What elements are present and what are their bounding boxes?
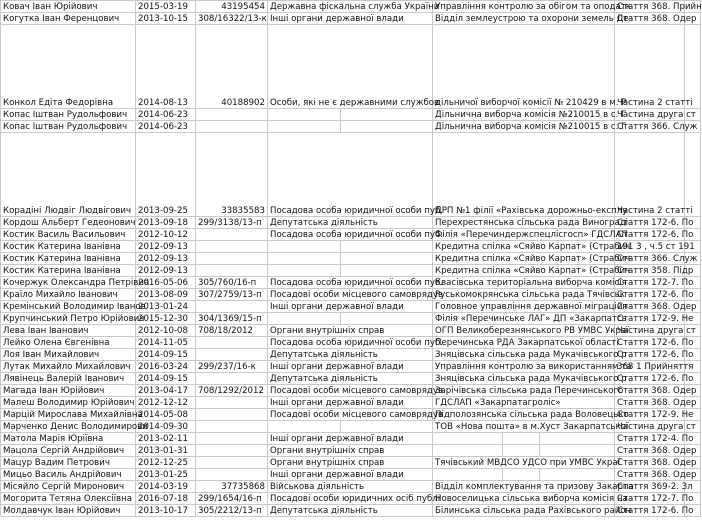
code-cell[interactable] [196, 397, 268, 409]
article-cell[interactable]: Стаття 172-6. По [615, 229, 685, 241]
name-cell[interactable]: Лева Іван Іванович [1, 325, 136, 337]
sector-cell[interactable]: Посадова особа юридичної особи пуб. [268, 133, 433, 217]
name-cell[interactable]: Костик Катерина Іванівна [1, 265, 136, 277]
table-row [1, 265, 701, 277]
article-cell[interactable]: Стаття 368. Прийн [615, 1, 685, 13]
org-cell[interactable]: Головное управління державної міграційн [433, 301, 615, 313]
article-cell[interactable]: Стаття 368. Одер [615, 301, 685, 313]
code-cell[interactable]: 305/2212/13-п [196, 505, 268, 517]
article-cell[interactable]: Стаття 358. Підр [615, 265, 685, 277]
date-cell[interactable]: 2013-10-17 [136, 505, 196, 517]
name-cell[interactable]: Марцій Мирослава Михайлівна [1, 409, 136, 421]
date-cell[interactable]: 2012-09-13 [136, 241, 196, 253]
name-cell[interactable]: Корадіні Людвіг Людвігович [1, 133, 136, 217]
org-cell[interactable]: ТОВ «Нова пошта» в м.Хуст Закарпатської [433, 421, 615, 433]
code-cell[interactable]: 308/16322/13-к [196, 13, 268, 25]
sector-cell[interactable]: Депутатська діяльність [268, 217, 433, 229]
table-row [1, 361, 701, 373]
table-row [1, 13, 701, 25]
table-row [1, 481, 701, 493]
date-cell[interactable]: 2012-10-08 [136, 325, 196, 337]
sector-cell[interactable]: Посадові особи місцевого самоврядув [268, 409, 433, 421]
name-cell[interactable]: Костик Василь Васильович [1, 229, 136, 241]
date-cell[interactable]: 2013-01-31 [136, 445, 196, 457]
date-cell[interactable]: 2014-06-23 [136, 121, 196, 133]
date-cell[interactable]: 2013-09-18 [136, 217, 196, 229]
code-cell[interactable] [196, 265, 268, 277]
article-cell[interactable]: Стаття 172-9. Не [615, 409, 685, 421]
org-cell[interactable]: дільничої виборчої комісії № 210429 в м. Р [433, 25, 615, 109]
date-cell[interactable]: 2014-09-30 [136, 421, 196, 433]
org-cell[interactable] [433, 433, 615, 445]
sector-cell[interactable] [268, 241, 433, 253]
code-cell[interactable] [196, 409, 268, 421]
article-cell[interactable]: Стаття 172-6. По [615, 337, 685, 349]
date-cell[interactable]: 2016-07-18 [136, 493, 196, 505]
org-cell[interactable]: Зарічівська сільська рада Перечинського [433, 385, 615, 397]
code-cell[interactable] [196, 421, 268, 433]
article-cell[interactable]: Стаття 172-7. По [615, 277, 685, 289]
code-cell[interactable] [196, 445, 268, 457]
org-cell[interactable]: Тячівський МВДСО УДСО при УМВС Украї [433, 457, 615, 469]
name-cell[interactable]: Матола Марія Юріївна [1, 433, 136, 445]
sector-cell[interactable]: Військова діяльність [268, 481, 433, 493]
code-cell[interactable] [196, 457, 268, 469]
date-cell[interactable]: 2014-03-19 [136, 481, 196, 493]
table-row [1, 433, 701, 445]
name-cell[interactable]: Кочержук Олександра Петрівна [1, 277, 136, 289]
extra-cell[interactable] [685, 133, 701, 217]
table-row [1, 457, 701, 469]
org-cell[interactable] [433, 445, 615, 457]
name-cell[interactable]: Могорита Тетяна Олексіївна [1, 493, 136, 505]
code-cell[interactable]: 40188902 [196, 25, 268, 109]
sector-cell[interactable]: Посадові особи місцевого самоврядув [268, 385, 433, 397]
sector-cell[interactable]: Органи внутрішніх справ [268, 457, 433, 469]
article-cell[interactable]: Частина друга ст [615, 109, 685, 121]
code-cell[interactable]: 33835583 [196, 133, 268, 217]
name-cell[interactable]: Лявінець Валерій Іванович [1, 373, 136, 385]
article-cell[interactable]: Стаття 368. Одер [615, 385, 685, 397]
table-row [1, 349, 701, 361]
name-cell[interactable]: Малеш Володимир Юрійович [1, 397, 136, 409]
article-cell[interactable]: 191 3 , ч.5 ст 191 [615, 241, 685, 253]
date-cell[interactable]: 2016-03-24 [136, 361, 196, 373]
table-row [1, 109, 701, 121]
code-cell[interactable] [196, 373, 268, 385]
article-cell[interactable]: Частина друга ст [615, 421, 685, 433]
name-cell[interactable]: Лоя Іван Михайлович [1, 349, 136, 361]
org-cell[interactable]: Квасівська територіальна виборча комісія [433, 277, 615, 289]
table-row [1, 325, 701, 337]
name-cell[interactable]: Лутак Михайло Михайлович [1, 361, 136, 373]
sector-cell[interactable]: Депутатська діяльність [268, 373, 433, 385]
date-cell[interactable]: 2014-11-05 [136, 337, 196, 349]
date-cell[interactable]: 2012-09-13 [136, 253, 196, 265]
name-cell[interactable]: Конкол Едіта Федорівна [1, 25, 136, 109]
name-cell[interactable]: Магада Іван Юрійович [1, 385, 136, 397]
article-cell[interactable]: Стаття 172-6. По [615, 505, 685, 517]
article-cell[interactable]: Стаття 172-9. Не [615, 313, 685, 325]
article-cell[interactable]: Стаття 172-6. По [615, 217, 685, 229]
name-cell[interactable]: Місяйло Сергій Миронович [1, 481, 136, 493]
org-cell[interactable]: Кредитна спілка «Сяйво Карпат» (Страбич [433, 241, 615, 253]
org-cell[interactable]: Філія «Перечиндержспецлісгосп» ГДСЛАП [433, 229, 615, 241]
name-cell[interactable]: Мацола Сергій Андрійович [1, 445, 136, 457]
org-cell[interactable]: Кредитна спілка «Сяйво Карпат» (Страбич [433, 265, 615, 277]
sector-cell[interactable]: Інші органи державної влади [268, 433, 433, 445]
code-cell[interactable] [196, 109, 268, 121]
org-cell[interactable]: Білинська сільська рада Рахівського район [433, 505, 615, 517]
sector-cell[interactable] [268, 313, 433, 325]
table-row [1, 229, 701, 241]
table-row [1, 253, 701, 265]
code-cell[interactable]: 708/1292/2012 [196, 385, 268, 397]
article-cell[interactable]: 368 1 Прийняття [615, 361, 685, 373]
date-cell[interactable]: 2012-09-13 [136, 265, 196, 277]
article-cell[interactable]: Стаття 366. Служ [615, 253, 685, 265]
code-cell[interactable] [196, 337, 268, 349]
article-cell[interactable]: Стаття 369-2. Зл [615, 481, 685, 493]
sector-cell[interactable]: Інші органи державної влади [268, 397, 433, 409]
sector-cell[interactable]: Посадова особа юридичної особи пуб. [268, 229, 433, 241]
name-cell[interactable]: Кордош Альберт Гедеонович [1, 217, 136, 229]
sector-cell[interactable]: Органи внутрішніх справ [268, 445, 433, 457]
org-cell[interactable]: Дільнична виборча комісія №210015 в с. Г [433, 109, 615, 121]
table-row [1, 409, 701, 421]
name-cell[interactable]: Лейко Олена Євгенівна [1, 337, 136, 349]
org-cell[interactable]: ДРП №1 філії «Рахівська дорожньо-експлу [433, 133, 615, 217]
article-cell[interactable]: Стаття 172-6. По [615, 289, 685, 301]
date-cell[interactable]: 2012-12-25 [136, 457, 196, 469]
name-cell[interactable]: Когутка Іван Ференцович [1, 13, 136, 25]
code-cell[interactable] [196, 253, 268, 265]
code-cell[interactable] [196, 349, 268, 361]
org-cell[interactable]: Зняцівська сільська рада Мукачівського р [433, 349, 615, 361]
table-row [1, 493, 701, 505]
code-cell[interactable] [196, 433, 268, 445]
code-cell[interactable]: 304/1369/15-п [196, 313, 268, 325]
sector-cell[interactable]: Інші органи державної влади [268, 13, 433, 25]
table-row [1, 133, 701, 217]
org-cell[interactable]: Відділ комплектування та призову Закарпа [433, 481, 615, 493]
code-cell[interactable]: 708/18/2012 [196, 325, 268, 337]
article-cell[interactable]: Стаття 368. Одер [615, 13, 685, 25]
sector-cell[interactable] [268, 421, 433, 433]
code-cell[interactable]: 305/760/16-п [196, 277, 268, 289]
article-cell[interactable]: Стаття 172-6. По [615, 349, 685, 361]
org-cell[interactable]: Відділ землеустрою та охорони земель Де [433, 13, 615, 25]
article-cell[interactable]: Стаття 172-7. По [615, 493, 685, 505]
extra-cell[interactable] [685, 25, 701, 109]
org-cell[interactable]: Перечинська РДА Закарпатської області [433, 337, 615, 349]
sector-cell[interactable]: Державна фіскальна служба України [268, 1, 433, 13]
table-row [1, 421, 701, 433]
org-cell[interactable]: ОГП Великоберезнянського РВ УМВС Украї [433, 325, 615, 337]
table-row [1, 121, 701, 133]
code-cell[interactable]: 299/1654/16-п [196, 493, 268, 505]
date-cell[interactable]: 2013-01-25 [136, 469, 196, 481]
table-row [1, 25, 701, 109]
org-cell[interactable]: Руськомокрянська сільська рада Тячівськ [433, 289, 615, 301]
name-cell[interactable]: Копас Іштван Рудольфович [1, 109, 136, 121]
date-cell[interactable]: 2014-09-15 [136, 349, 196, 361]
sector-cell[interactable]: Посадова особа юридичної особи пуб. [268, 337, 433, 349]
name-cell[interactable]: Молдавчук Іван Юрійович [1, 505, 136, 517]
article-cell[interactable]: Частина 2 статті [615, 133, 685, 217]
org-cell[interactable]: Управління контролю за обігом та оподатк [433, 1, 615, 13]
table-row [1, 217, 701, 229]
name-cell[interactable]: Ковач Іван Юрійович [1, 1, 136, 13]
code-cell[interactable]: 299/3138/13-п [196, 217, 268, 229]
sector-cell[interactable]: Особи, які не є державними службов [268, 25, 433, 109]
table-row [1, 289, 701, 301]
code-cell[interactable] [196, 469, 268, 481]
table-row [1, 469, 701, 481]
table-row [1, 385, 701, 397]
date-cell[interactable]: 2015-03-19 [136, 1, 196, 13]
article-cell[interactable]: Стаття 368. Одер [615, 457, 685, 469]
date-cell[interactable]: 2014-06-23 [136, 109, 196, 121]
sector-cell[interactable]: Депутатська діяльність [268, 505, 433, 517]
sector-cell[interactable]: Інші органи державної влади [268, 469, 433, 481]
name-cell[interactable]: Костик Катерина Іванівна [1, 241, 136, 253]
code-cell[interactable]: 37735868 [196, 481, 268, 493]
org-cell[interactable]: Кредитна спілка «Сяйво Карпат» (Страбич [433, 253, 615, 265]
code-cell[interactable] [196, 301, 268, 313]
name-cell[interactable]: Крупчинський Петро Юрійович [1, 313, 136, 325]
name-cell[interactable]: Мицьо Василь Андрійович [1, 469, 136, 481]
table-row [1, 337, 701, 349]
org-cell[interactable]: Підполозянська сільська рада Воловецько [433, 409, 615, 421]
name-cell[interactable]: Мацур Вадим Петрович [1, 457, 136, 469]
name-cell[interactable]: Костик Катерина Іванівна [1, 253, 136, 265]
table-row [1, 313, 701, 325]
article-cell[interactable]: Стаття 368. Одер [615, 397, 685, 409]
date-cell[interactable]: 2014-05-08 [136, 409, 196, 421]
article-cell[interactable]: Стаття 172-6. По [615, 373, 685, 385]
org-cell[interactable]: ГДСЛАП «Закарпатагроліс» [433, 397, 615, 409]
date-cell[interactable]: 2016-05-06 [136, 277, 196, 289]
table-row [1, 373, 701, 385]
article-cell[interactable]: Стаття 366. Служ [615, 121, 685, 133]
article-cell[interactable]: Стаття 368. Одер [615, 469, 685, 481]
name-cell[interactable]: Копас Іштван Рудольфович [1, 121, 136, 133]
table-row [1, 1, 701, 13]
article-cell[interactable]: Частина друга ст [615, 325, 685, 337]
date-cell[interactable]: 2013-04-17 [136, 385, 196, 397]
code-cell[interactable] [196, 229, 268, 241]
code-cell[interactable] [196, 241, 268, 253]
date-cell[interactable]: 2015-12-30 [136, 313, 196, 325]
article-cell[interactable]: Стаття 172-4. По [615, 433, 685, 445]
table-row [1, 241, 701, 253]
sector-cell[interactable]: Інші органи державної влади [268, 361, 433, 373]
date-cell[interactable]: 2013-10-15 [136, 13, 196, 25]
org-cell[interactable]: Філія «Перечинське ЛАГ» ДП «Закарпатсь [433, 313, 615, 325]
code-cell[interactable]: 43195454 [196, 1, 268, 13]
date-cell[interactable]: 2013-02-11 [136, 433, 196, 445]
sector-cell[interactable]: Інші органи державної влади [268, 301, 433, 313]
date-cell[interactable]: 2014-09-15 [136, 373, 196, 385]
sector-cell[interactable]: Органи внутрішніх справ [268, 325, 433, 337]
code-cell[interactable]: 307/2759/13-п [196, 289, 268, 301]
org-cell[interactable] [433, 469, 615, 481]
code-cell[interactable]: 299/237/16-к [196, 361, 268, 373]
name-cell[interactable]: Марченко Денис Володимирови [1, 421, 136, 433]
sector-cell[interactable]: Посадова особа юридичної особи пуб. [268, 277, 433, 289]
table-row [1, 445, 701, 457]
table-row [1, 397, 701, 409]
org-cell[interactable]: Управління контролю за використанням та [433, 361, 615, 373]
date-cell[interactable]: 2013-09-25 [136, 133, 196, 217]
table-row [1, 301, 701, 313]
name-cell[interactable]: Кремінський Володимир Іванов [1, 301, 136, 313]
date-cell[interactable]: 2013-01-24 [136, 301, 196, 313]
table-row [1, 277, 701, 289]
sector-cell[interactable] [268, 265, 433, 277]
sector-cell[interactable] [268, 109, 433, 121]
sector-cell[interactable] [268, 121, 433, 133]
date-cell[interactable]: 2012-12-12 [136, 397, 196, 409]
date-cell[interactable]: 2012-10-12 [136, 229, 196, 241]
date-cell[interactable]: 2014-08-13 [136, 25, 196, 109]
article-cell[interactable]: Стаття 368. Одер [615, 445, 685, 457]
code-cell[interactable] [196, 121, 268, 133]
table-row [1, 505, 701, 517]
sector-cell[interactable]: Депутатська діяльність [268, 349, 433, 361]
org-cell[interactable]: Зняцівська сільська рада Мукачівського р [433, 373, 615, 385]
org-cell[interactable]: Дільнична виборча комісія №210015 в с. Г [433, 121, 615, 133]
date-cell[interactable]: 2013-08-09 [136, 289, 196, 301]
org-cell[interactable]: Новоселицька сільська виборча комісія на [433, 493, 615, 505]
name-cell[interactable]: Країло Михайло Іванович [1, 289, 136, 301]
sector-cell[interactable] [268, 253, 433, 265]
sector-cell[interactable]: Посадові особи місцевого самоврядув [268, 289, 433, 301]
sector-cell[interactable]: Посадові особи юридичних осіб публі [268, 493, 433, 505]
article-cell[interactable]: Частина 2 статті [615, 25, 685, 109]
org-cell[interactable]: Перехрестянська сільська рада Виноградi [433, 217, 615, 229]
